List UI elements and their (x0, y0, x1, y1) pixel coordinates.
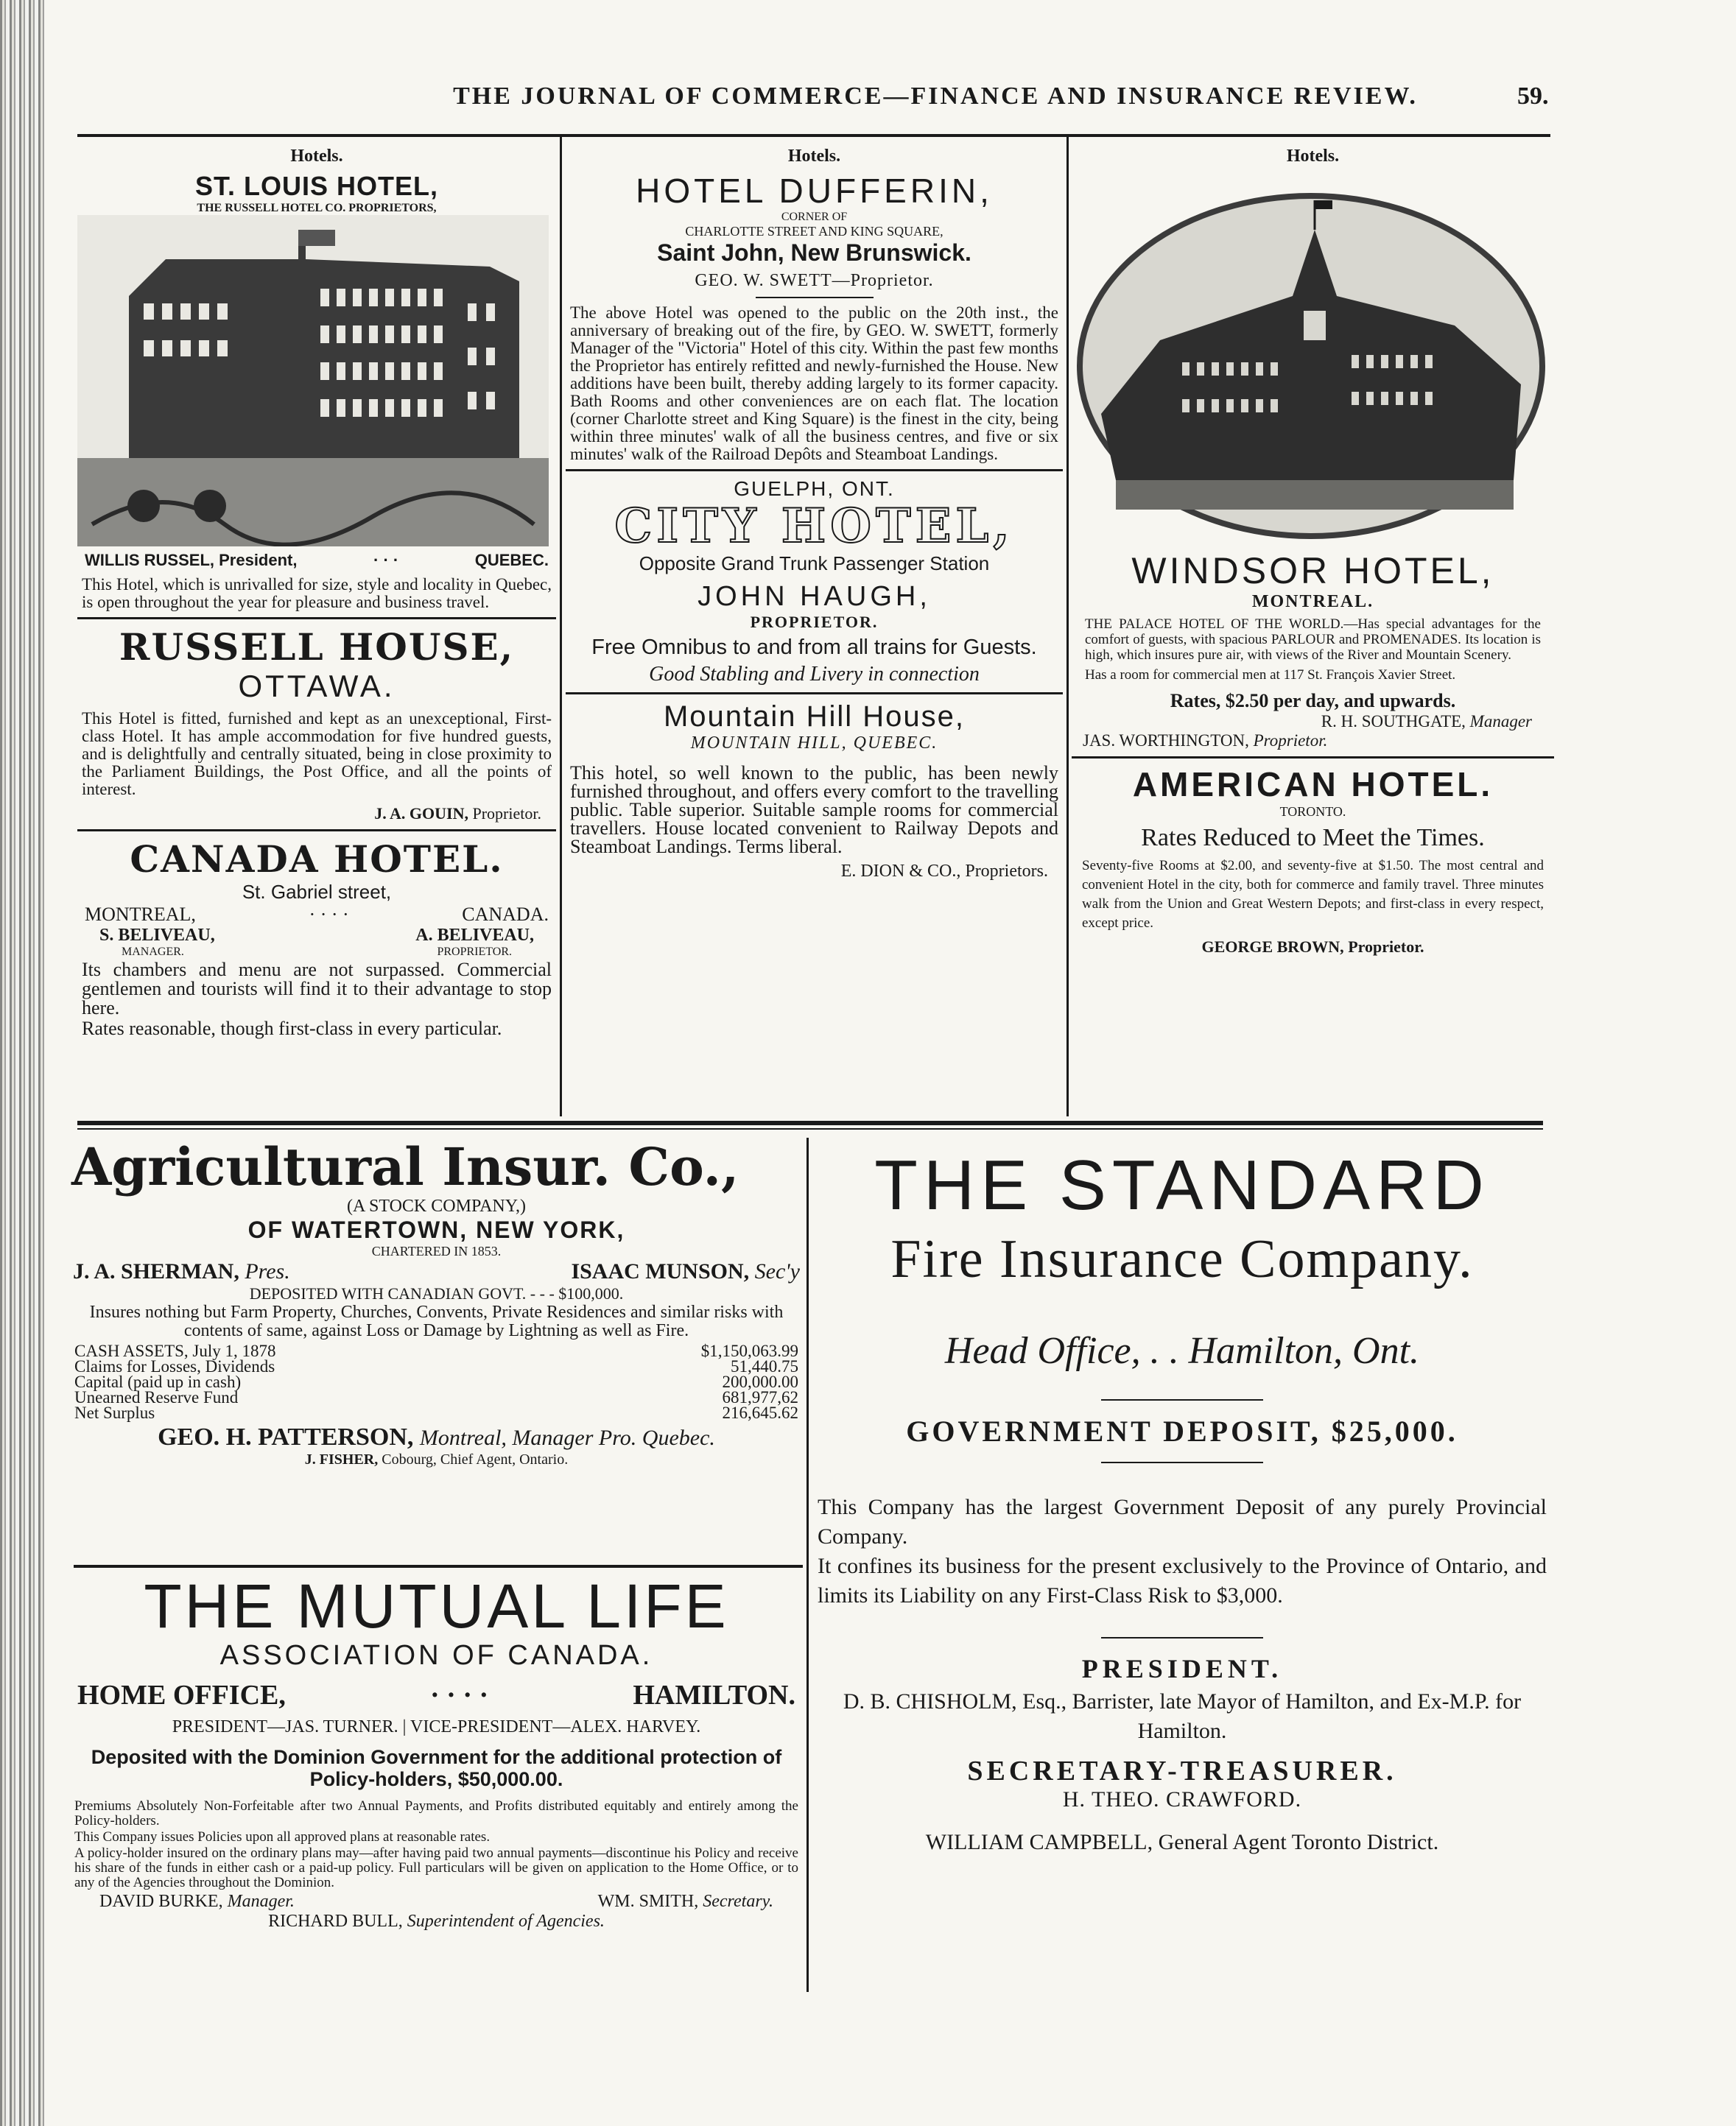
mutual-life-ad (70, 1572, 803, 1992)
mutual-manager-title: Manager. (227, 1892, 295, 1911)
financial-value: 216,645.62 (722, 1404, 798, 1422)
st-louis-dots: · · · (373, 551, 399, 569)
russell-proprietor-title: Proprietor. (472, 804, 541, 823)
financial-label: Claims for Losses, Dividends (74, 1357, 275, 1376)
divider (1072, 756, 1554, 758)
agricultural-president-title: Pres. (245, 1259, 290, 1284)
mountain-hill-place: MOUNTAIN HILL, QUEBEC. (690, 733, 938, 753)
financial-value: 200,000.00 (722, 1373, 798, 1391)
mutual-superintendent-title: Superintendent of Agencies. (407, 1912, 605, 1931)
mountain-hill-proprietor: E. DION & CO., Proprietors. (840, 862, 1048, 881)
agricultural-agent-name: J. FISHER, (304, 1451, 379, 1468)
russell-house-city: OTTAWA. (238, 669, 396, 703)
mutual-city: HAMILTON. (633, 1680, 795, 1711)
bottom-column-divider (806, 1138, 809, 1992)
agricultural-stock: (A STOCK COMPANY,) (347, 1197, 526, 1216)
agricultural-secretary-name: ISAAC MUNSON, (571, 1259, 750, 1284)
agricultural-deposited: DEPOSITED WITH CANADIAN GOVT. - - - $100,000. (249, 1284, 624, 1303)
st-louis-title: ST. LOUIS HOTEL, (194, 171, 438, 201)
mutual-deposited: Deposited with the Dominion Government for the additional protection of Policy-holders, $50,000.00. (91, 1746, 782, 1790)
financial-value: $1,150,063.99 (700, 1342, 798, 1360)
section-rule-thin (77, 1128, 1543, 1130)
city-hotel-omnibus: Free Omnibus to and from all trains for Guests. (591, 636, 1037, 659)
windsor-hotel-title: WINDSOR HOTEL, (1131, 550, 1494, 591)
agricultural-place: OF WATERTOWN, NEW YORK, (247, 1217, 625, 1243)
hotel-dufferin-body: The above Hotel was opened to the public on the 20th inst., the anniversary of breaking out of the fire, by GEO. W. SWETT, formerly Manager of the "Victoria" Hotel of this city. Within the past few months the Proprietor has entirely refitted and newly-furnished the House. New additions have been built, thereby adding largely to its former capacity. Bath Rooms and other conveniences are on each flat. The location (corner Charlotte street and King Square) is the finest in the city, being within three minutes' walk of all the business centres, and five or six minutes' walk of the Railroad Depôts and Steamboat Landings. (570, 303, 1058, 463)
american-hotel-body: Seventy-five Rooms at $2.00, and seventy-five at $1.50. The most central and convenient Hotel in the city, both for commerce and family travel. Three minutes walk from the Union and Great Western Depots; and first-class in every respect, except price. (1082, 858, 1544, 931)
divider (1101, 1399, 1263, 1401)
canada-hotel-street: St. Gabriel street, (242, 881, 392, 903)
city-hotel-stabling: Good Stabling and Livery in connection (649, 663, 980, 686)
section-rule (77, 1121, 1543, 1125)
column-3 (1072, 144, 1554, 1119)
agricultural-financials (74, 1343, 798, 1421)
standard-sectreas: H. THEO. CRAWFORD. (1062, 1787, 1302, 1812)
standard-president-label: PRESIDENT. (1081, 1654, 1283, 1683)
hotel-dufferin-streets: CHARLOTTE STREET AND KING SQUARE, (685, 224, 943, 239)
agricultural-secretary-title: Sec'y (754, 1259, 800, 1284)
russell-proprietor-name: J. A. GOUIN, (374, 804, 468, 823)
canada-hotel-manager-title: MANAGER. (122, 946, 184, 958)
canada-hotel-proprietor-title: PROPRIETOR. (437, 946, 512, 958)
russell-house-body: This Hotel is fitted, furnished and kept as an unexceptional, First-class Hotel. It has ample accommodation for five hundred guests, and is delightfully and centrally situated, being in close proximity to the Parliament Buildings, the Post Office, and all the points of interest. (82, 709, 552, 798)
page-header: THE JOURNAL OF COMMERCE—FINANCE AND INSURANCE REVIEW. (453, 82, 1418, 110)
windsor-hotel-body: THE PALACE HOTEL OF THE WORLD.—Has special advantages for the comfort of guests, with spacious PARLOUR and PROMENADES. Its location is high, which insures pure air, with views of the River and Mountain Scenery. (1085, 616, 1541, 663)
agricultural-president-name: J. A. SHERMAN, (73, 1259, 239, 1284)
windsor-hotel-engraving (1072, 171, 1550, 546)
city-hotel-opposite: Opposite Grand Trunk Passenger Station (639, 552, 990, 574)
agricultural-insurance-ad (70, 1138, 803, 1561)
agricultural-manager-name: GEO. H. PATTERSON, (158, 1423, 414, 1451)
divider (756, 297, 874, 298)
agricultural-chartered: CHARTERED IN 1853. (371, 1244, 502, 1259)
american-hotel-proprietor-title: Proprietor. (1348, 937, 1424, 956)
standard-agent: WILLIAM CAMPBELL, General Agent Toronto District. (925, 1830, 1439, 1854)
divider (1101, 1462, 1263, 1463)
windsor-hotel-body2: Has a room for commercial men at 117 St. François Xavier Street. (1085, 667, 1456, 683)
canada-hotel-city-right: CANADA. (462, 904, 549, 925)
financial-value: 51,440.75 (731, 1357, 798, 1376)
mutual-manager-name: DAVID BURKE, (99, 1892, 223, 1911)
american-hotel-proprietor-name: GEORGE BROWN, (1201, 937, 1344, 956)
mutual-secretary-title: Secretary. (703, 1892, 773, 1911)
page-number: 59. (1517, 82, 1549, 110)
russell-house-title: RUSSELL HOUSE, (119, 625, 515, 669)
hotel-dufferin-title: HOTEL DUFFERIN, (636, 172, 993, 210)
divider (74, 1565, 803, 1568)
standard-subtitle: Fire Insurance Company. (890, 1229, 1474, 1289)
financial-label: Unearned Reserve Fund (74, 1388, 239, 1407)
divider (77, 829, 556, 831)
column-2 (566, 144, 1063, 1119)
mutual-body3: A policy-holder insured on the ordinary plans may—after having paid two annual payments—discontinue his Policy and receive his share of the funds in either cash or a paid-up policy. Full particulars will be given on application to the Home Office, or to any of the Agencies throughout the Dominion. (74, 1845, 798, 1890)
mutual-officers: PRESIDENT—JAS. TURNER. | VICE-PRESIDENT—ALEX. HARVEY. (172, 1717, 701, 1736)
windsor-proprietor-name: JAS. WORTHINGTON, (1083, 731, 1249, 750)
section-heading: Hotels. (290, 147, 343, 166)
windsor-hotel-rates: Rates, $2.50 per day, and upwards. (1170, 690, 1456, 711)
standard-body: This Company has the largest Government Deposit of any purely Provincial Company. (818, 1495, 1547, 1549)
canada-hotel-dots: · · · · (309, 904, 349, 925)
financial-value: 681,977,62 (722, 1388, 798, 1407)
section-heading: Hotels. (787, 147, 841, 166)
agricultural-manager-title: Montreal, Manager Pro. Quebec. (419, 1426, 715, 1450)
st-louis-hotel-engraving (77, 215, 549, 546)
column-1 (77, 144, 556, 1119)
agricultural-agent-title: Cobourg, Chief Agent, Ontario. (382, 1451, 569, 1468)
canada-hotel-body2: Rates reasonable, though first-class in every particular. (82, 1018, 502, 1039)
windsor-hotel-city: MONTREAL. (1251, 592, 1374, 611)
canada-hotel-body: Its chambers and menu are not surpassed. Commercial gentlemen and tourists will find it to their advantage to stop here. (82, 959, 552, 1018)
american-hotel-city: TORONTO. (1279, 804, 1346, 819)
page-binding-edge (0, 0, 44, 2126)
section-heading: Hotels. (1286, 147, 1340, 166)
header-rule (77, 134, 1550, 137)
divider (1101, 1637, 1263, 1639)
hotel-dufferin-proprietor: GEO. W. SWETT—Proprietor. (695, 271, 934, 290)
divider (77, 617, 556, 619)
financial-label: Net Surplus (74, 1404, 155, 1422)
hotel-dufferin-corner: CORNER OF (781, 211, 848, 223)
mutual-life-subtitle: ASSOCIATION OF CANADA. (219, 1640, 653, 1671)
st-louis-proprietors: THE RUSSELL HOTEL CO. PROPRIETORS, (197, 202, 437, 214)
canada-hotel-title: CANADA HOTEL. (130, 837, 504, 881)
financial-label: CASH ASSETS, July 1, 1878 (74, 1342, 276, 1360)
column-divider-2 (1066, 137, 1069, 1116)
column-divider-1 (560, 137, 562, 1116)
divider (566, 692, 1063, 694)
standard-deposit: GOVERNMENT DEPOSIT, $25,000. (906, 1415, 1458, 1448)
mutual-dots: · · · · (430, 1680, 489, 1711)
mutual-life-title: THE MUTUAL LIFE (144, 1572, 729, 1641)
canada-hotel-proprietor-name: A. BELIVEAU, (415, 926, 534, 945)
st-louis-body: This Hotel, which is unrivalled for size, style and locality in Quebec, is open throughout the year for pleasure and business travel. (82, 575, 552, 611)
st-louis-city: QUEBEC. (474, 551, 549, 569)
windsor-proprietor-title: Proprietor. (1253, 731, 1328, 750)
st-louis-president: WILLIS RUSSEL, President, (85, 551, 298, 569)
standard-title: THE STANDARD (874, 1146, 1490, 1225)
standard-fire-insurance-ad (810, 1138, 1554, 1992)
standard-sectreas-label: SECRETARY-TREASURER. (967, 1756, 1397, 1787)
city-hotel-owner: JOHN HAUGH, (697, 581, 931, 612)
city-hotel-title: CITY HOTEL, (614, 499, 1014, 554)
windsor-manager-name: R. H. SOUTHGATE, (1321, 712, 1466, 731)
canada-hotel-city-left: MONTREAL, (85, 904, 196, 925)
mutual-body: Premiums Absolutely Non-Forfeitable after two Annual Payments, and Profits distributed equitably and entirely among the Policy-holders. (74, 1798, 798, 1828)
american-hotel-rates: Rates Reduced to Meet the Times. (1141, 824, 1485, 851)
mutual-body2: This Company issues Policies upon all approved plans at reasonable rates. (74, 1829, 491, 1845)
standard-president: D. B. CHISHOLM, Esq., Barrister, late Mayor of Hamilton, and Ex-M.P. for Hamilton. (843, 1689, 1522, 1743)
city-hotel-owner-title: PROPRIETOR. (750, 613, 879, 631)
mountain-hill-title: Mountain Hill House, (663, 700, 966, 733)
canada-hotel-manager-name: S. BELIVEAU, (99, 926, 215, 945)
mountain-hill-body: This hotel, so well known to the public, has been newly furnished throughout, and offers every comfort to the travelling public. Table superior. Suitable sample rooms for commercial travellers. House located convenient to Railway Depots and Steamboat Landings. Terms liberal. (570, 762, 1058, 857)
city-hotel-place: GUELPH, ONT. (734, 477, 895, 500)
standard-head-office: Head Office, . . Hamilton, Ont. (944, 1330, 1420, 1372)
mutual-secretary-name: WM. SMITH, (597, 1892, 699, 1911)
american-hotel-title: AMERICAN HOTEL. (1132, 765, 1494, 803)
financial-label: Capital (paid up in cash) (74, 1373, 242, 1391)
agricultural-title: Agricultural Insur. Co., (71, 1138, 739, 1197)
agricultural-insures: Insures nothing but Farm Property, Churches, Convents, Private Residences and similar risks with contents of same, against Loss or Damage by Lightning as well as Fire. (89, 1303, 784, 1340)
mutual-superintendent-name: RICHARD BULL, (268, 1912, 403, 1931)
standard-body2: It confines its business for the present exclusively to the Province of Ontario, and limits its Liability on any First-Class Risk to $3,000. (818, 1554, 1547, 1608)
hotel-dufferin-city: Saint John, New Brunswick. (657, 239, 971, 266)
windsor-manager-title: Manager (1469, 712, 1532, 731)
divider (566, 469, 1063, 471)
mutual-home-office: HOME OFFICE, (77, 1680, 286, 1711)
